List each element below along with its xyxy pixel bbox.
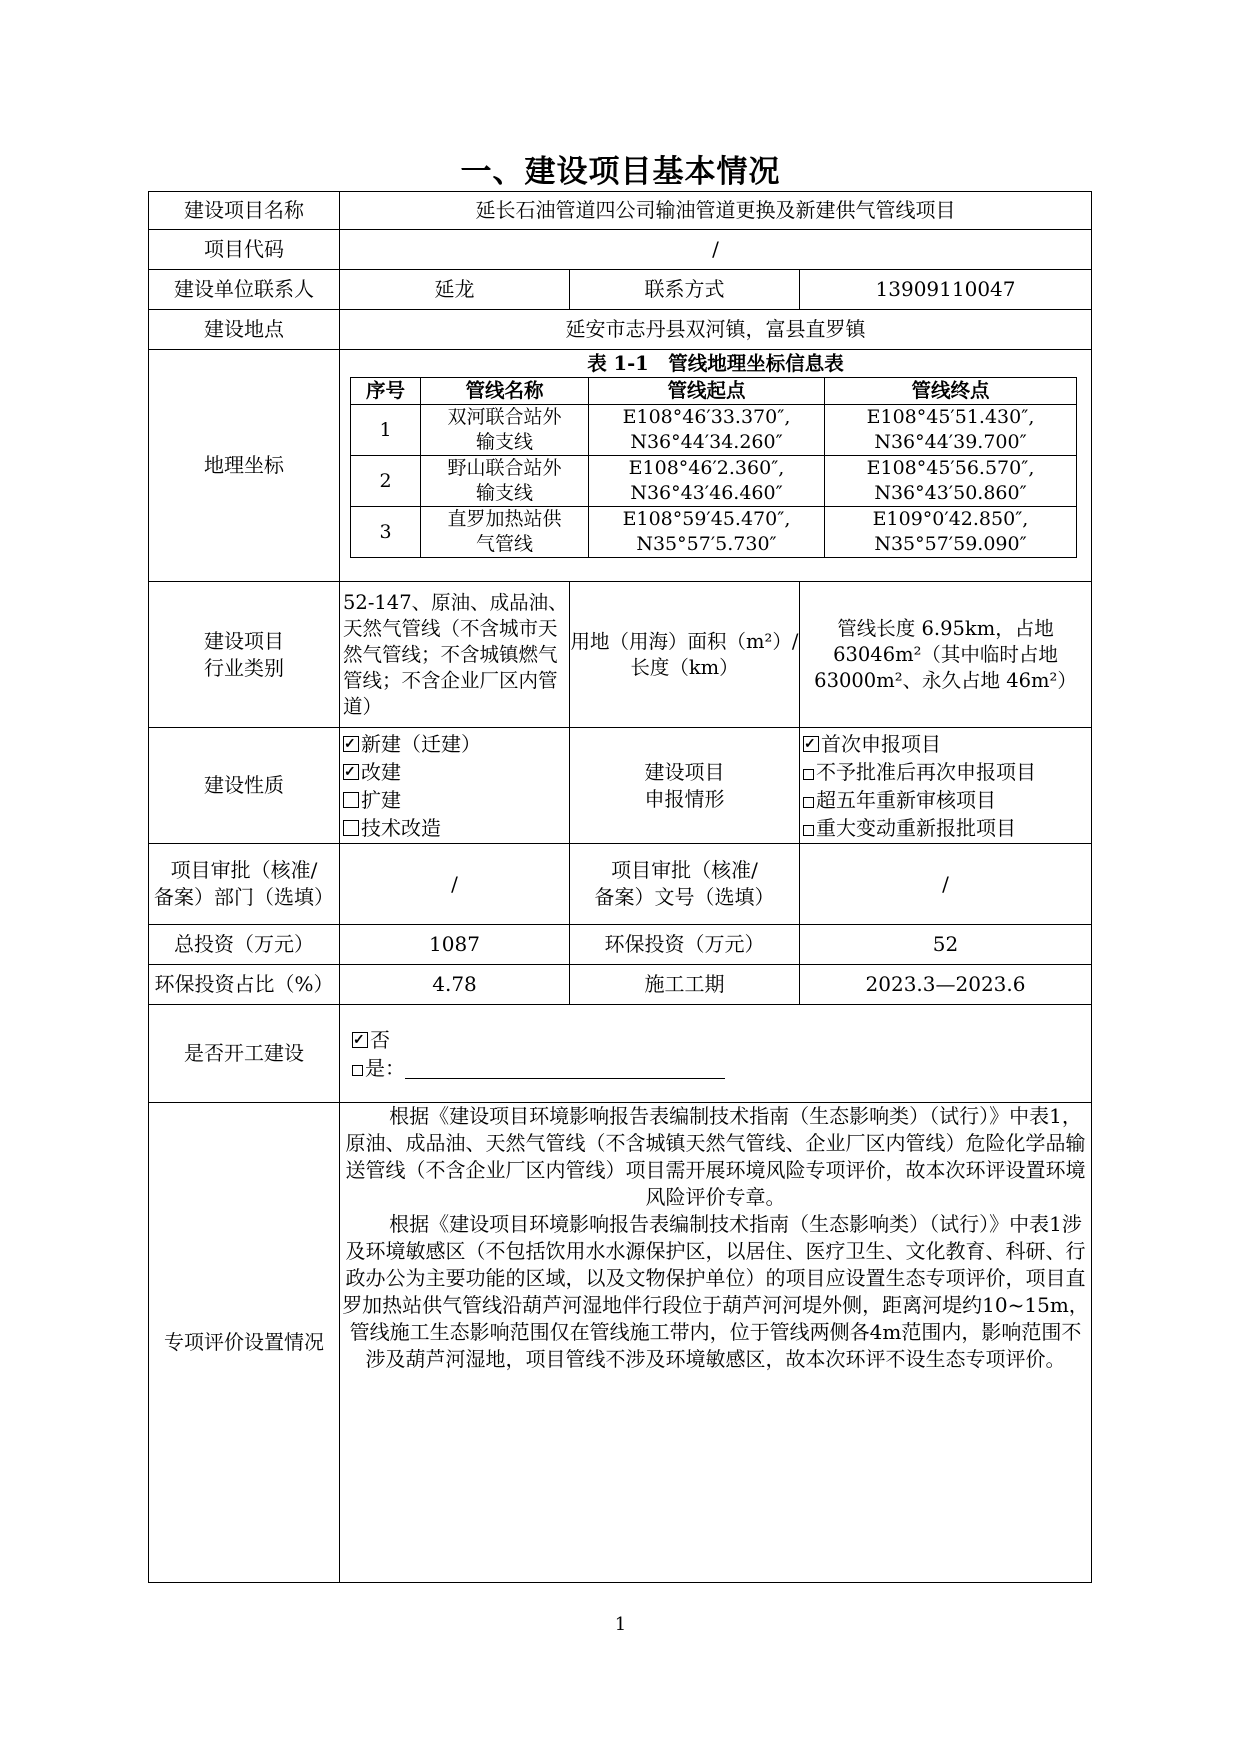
page-number: 1 xyxy=(614,1614,627,1635)
area-label: 用地（用海）面积（m²）/长度（km） xyxy=(570,582,800,728)
unchecked-box-icon xyxy=(803,797,814,808)
total-invest-value: 1087 xyxy=(340,925,570,965)
period-value: 2023.3—2023.6 xyxy=(800,965,1092,1005)
geo-table-caption: 表 1-1 管线地理坐标信息表 xyxy=(587,352,844,375)
nature-options xyxy=(340,728,570,844)
unchecked-box-icon xyxy=(343,792,359,808)
declare-options xyxy=(800,728,1092,844)
env-invest-label: 环保投资（万元） xyxy=(570,925,800,965)
declare-option[interactable]: 重大变动重新报批项目 xyxy=(803,814,1091,842)
declare-option[interactable]: 不予批准后再次申报项目 xyxy=(803,758,1091,786)
project-code-value: / xyxy=(340,230,1092,270)
contact-label: 建设单位联系人 xyxy=(149,270,340,310)
started-options xyxy=(340,1005,1092,1103)
project-code-label: 项目代码 xyxy=(149,230,340,270)
geo-end: E109°0′42.850″, N35°57′59.090″ xyxy=(825,507,1077,558)
geo-cell xyxy=(340,350,1092,582)
declare-option[interactable]: 超五年重新审核项目 xyxy=(803,786,1091,814)
project-name-value: 延长石油管道四公司输油管道更换及新建供气管线项目 xyxy=(340,192,1092,230)
geo-name: 双河联合站外 输支线 xyxy=(421,405,589,456)
geo-row xyxy=(351,507,1077,558)
contact-method-value: 13909110047 xyxy=(800,270,1092,310)
geo-header-end: 管线终点 xyxy=(825,378,1077,405)
unchecked-box-icon xyxy=(343,820,359,836)
started-label: 是否开工建设 xyxy=(149,1005,340,1103)
started-yes-option[interactable]: 是： xyxy=(352,1054,1091,1082)
geo-start: E108°59′45.470″, N35°57′5.730″ xyxy=(589,507,825,558)
approval-dept-value: / xyxy=(340,844,570,925)
unchecked-box-icon xyxy=(803,769,814,780)
geo-no: 2 xyxy=(351,456,421,507)
checked-box-icon xyxy=(352,1032,368,1048)
project-name-label: 建设项目名称 xyxy=(149,192,340,230)
total-invest-label: 总投资（万元） xyxy=(149,925,340,965)
location-label: 建设地点 xyxy=(149,310,340,350)
checked-box-icon xyxy=(803,736,819,752)
area-value: 管线长度 6.95km，占地 63046m²（其中临时占地 63000m²、永久占地 46m²） xyxy=(800,582,1092,728)
env-ratio-label: 环保投资占比（%） xyxy=(149,965,340,1005)
geo-end: E108°45′51.430″, N36°44′39.700″ xyxy=(825,405,1077,456)
special-label: 专项评价设置情况 xyxy=(149,1103,340,1583)
geo-start: E108°46′33.370″, N36°44′34.260″ xyxy=(589,405,825,456)
nature-option[interactable]: ✓改建 xyxy=(343,758,569,786)
contact-value: 延龙 xyxy=(340,270,570,310)
started-yes-blank xyxy=(405,1058,725,1079)
geo-no: 3 xyxy=(351,507,421,558)
geo-header-name: 管线名称 xyxy=(421,378,589,405)
geo-row xyxy=(351,405,1077,456)
nature-option[interactable]: 扩建 xyxy=(343,786,569,814)
started-no-option[interactable]: ✓否 xyxy=(352,1026,1091,1054)
nature-label: 建设性质 xyxy=(149,728,340,844)
env-ratio-value: 4.78 xyxy=(340,965,570,1005)
special-paragraph: 根据《建设项目环境影响报告表编制技术指南（生态影响类）（试行）》中表1涉及环境敏感区（不包括饮用水水源保护区，以居住、医疗卫生、文化教育、科研、行政办公为主要功能的区域，以及文物保护单位）的项目应设置生态专项评价，项目直罗加热站供气管线沿葫芦河湿地伴行段位于葫芦河河堤外侧，距离河堤约10~15m，管线施工生态影响范围仅在管线施工带内，位于管线两侧各4m范围内，影响范围不涉及葫芦河湿地，项目管线不涉及环境敏感区，故本次环评不设生态专项评价。 xyxy=(342,1212,1089,1371)
nature-option[interactable]: 技术改造 xyxy=(343,814,569,842)
approval-dept-label: 项目审批（核准/ 备案）部门（选填） xyxy=(149,844,340,925)
period-label: 施工工期 xyxy=(570,965,800,1005)
geo-name: 直罗加热站供 气管线 xyxy=(421,507,589,558)
geo-start: E108°46′2.360″, N36°43′46.460″ xyxy=(589,456,825,507)
location-value: 延安市志丹县双河镇，富县直罗镇 xyxy=(340,310,1092,350)
geo-end: E108°45′56.570″, N36°43′50.860″ xyxy=(825,456,1077,507)
approval-doc-label: 项目审批（核准/ 备案）文号（选填） xyxy=(570,844,800,925)
nature-option[interactable]: ✓新建（迁建） xyxy=(343,730,569,758)
geo-name: 野山联合站外 输支线 xyxy=(421,456,589,507)
special-content xyxy=(340,1103,1092,1583)
checked-box-icon xyxy=(343,736,359,752)
approval-doc-value: / xyxy=(800,844,1092,925)
geo-table xyxy=(350,377,1077,558)
industry-label: 建设项目 行业类别 xyxy=(149,582,340,728)
checked-box-icon xyxy=(343,764,359,780)
geo-label: 地理坐标 xyxy=(149,350,340,582)
project-info-table xyxy=(148,191,1092,1583)
geo-header-start: 管线起点 xyxy=(589,378,825,405)
special-paragraph: 根据《建设项目环境影响报告表编制技术指南（生态影响类）（试行）》中表1，原油、成品油、天然气管线（不含城镇天然气管线、企业厂区内管线）危险化学品输送管线（不含企业厂区内管线）项目需开展环境风险专项评价，故本次环评设置环境风险评价专章。 xyxy=(345,1104,1086,1209)
page-title: 一、建设项目基本情况 xyxy=(460,154,781,190)
geo-no: 1 xyxy=(351,405,421,456)
env-invest-value: 52 xyxy=(800,925,1092,965)
contact-method-label: 联系方式 xyxy=(570,270,800,310)
industry-value: 52-147、原油、成品油、天然气管线（不含城市天然气管线；不含城镇燃气管线；不含企业厂区内管道） xyxy=(340,582,570,728)
declare-option[interactable]: ✓首次申报项目 xyxy=(803,730,1091,758)
unchecked-box-icon xyxy=(352,1065,363,1076)
geo-header-no: 序号 xyxy=(351,378,421,405)
geo-row xyxy=(351,456,1077,507)
declare-label: 建设项目 申报情形 xyxy=(570,728,800,844)
unchecked-box-icon xyxy=(803,825,814,836)
